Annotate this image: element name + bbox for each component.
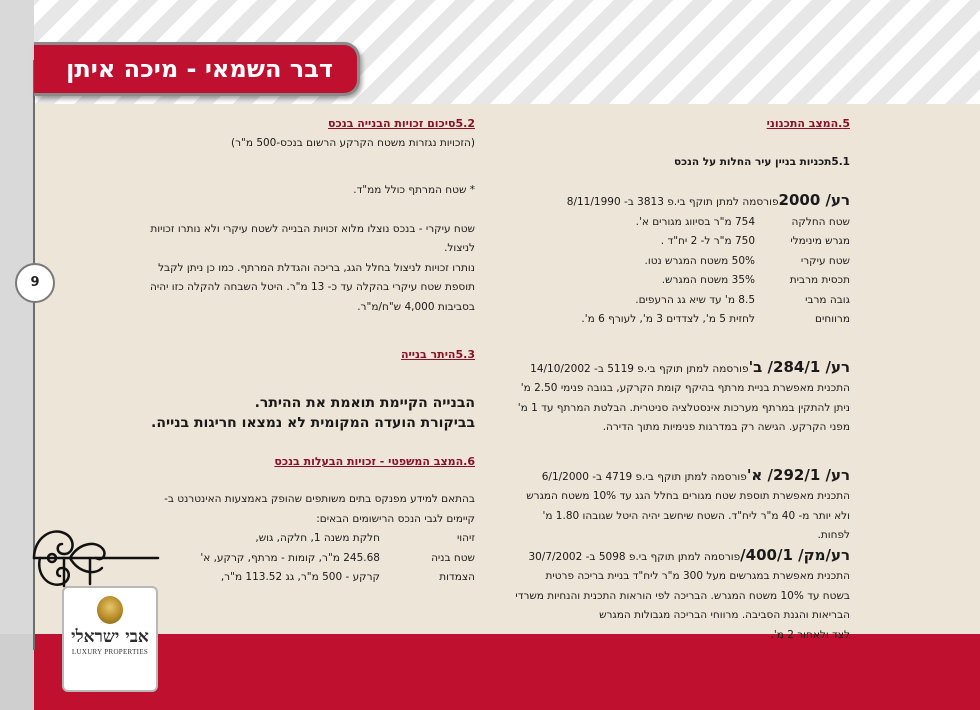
legal-row: זיהוי חלקת משנה 1, חלקה, גוש, [255, 532, 475, 544]
plan-3-code: רע/ 292/1/ א' [746, 465, 850, 484]
rights-line: בסביבות 4,000 ש"ח/מ"ר. [357, 300, 475, 313]
plan-3-line: ולא יותר מ- 40 מ"ר ליח"ד. השטח שיחשב יהיה היטל שגובהו 1.80 מ' לפחות. [542, 509, 850, 541]
plan-3-title [510, 466, 850, 488]
plan-4-code: רע/מק/ 400/1/ [740, 545, 850, 564]
page-number: 9 [15, 263, 55, 303]
permit-line: הבנייה הקיימת תואמת את ההיתר. [254, 394, 475, 411]
logo-name: אבי ישראלי [71, 627, 149, 647]
rights-line: שטח עיקרי - בנכס נוצלו מלוא זכויות הבנייה לשטח עיקרי ולא נותרו זכויות [150, 222, 475, 235]
title-banner [34, 42, 360, 96]
plan-4-line: הבריאות והגנת הסביבה. מרווחי הבריכה מגבולות המגרש [599, 609, 850, 621]
legal-intro-line: בהתאם למידע מפנקס בתים משותפים שהופק באמצעות האינטרנט ב- [164, 493, 475, 505]
section-6-heading: 6.המצב המשפטי - זכויות הבעלות בנכס [274, 454, 475, 468]
plan-4-line: התכנית מאפשרת במגרשים מעל 300 מ"ר ליח"ד בניית בריכה פרטית [545, 570, 850, 582]
plan-2-line: התכנית מאפשרת בניית מרתף בהיקף קומת הקרקע, בגובה פנימי 2.50 מ' [520, 382, 850, 394]
plan-1-row: מרווחים לחזית 5 מ', לצדדים 3 מ', לעורף 6 מ'. [581, 313, 850, 325]
rights-line: לניצול. [444, 242, 475, 254]
plan-4-desc: פורסמה למתן תוקף בי.פ 5098 ב- 30/7/2002 [528, 550, 741, 563]
plan-1-row: שטח החלקה 754 מ"ר בסיווג מגורים א'. [635, 215, 850, 228]
company-logo [62, 586, 158, 692]
legal-intro-line: קיימים לגבי הנכס הרישומים הבאים: [316, 512, 475, 525]
logo-tagline: LUXURY PROPERTIES [71, 648, 149, 656]
rights-line: תוספת שטח עיקרי בהקלה עד כ- 13 מ"ר. היטל השבחה להקלה כזו יהיה [150, 281, 475, 293]
plan-4-line: לצד ולאחור 2 מ'. [770, 628, 850, 641]
legal-row: שטח בניה 245.68 מ"ר, קומות - מרתף, קרקע, א' [200, 551, 475, 564]
footer-red-band [34, 634, 980, 710]
plan-1-desc: פורסמה למתן תוקף בי.פ 3813 ב- 8/11/1990 [566, 196, 779, 208]
plan-2-line: מפני הקרקע. הגישה רק במדרגות פנימיות מתוך הדירה. [602, 421, 850, 433]
section-5-3-heading: 5.3היתר בנייה [401, 348, 475, 361]
planning-column [510, 114, 850, 645]
plan-3-desc: פורסמה למתן תוקף בי.פ 4719 ב- 6/1/2000 [541, 470, 747, 483]
plan-1-title [510, 191, 850, 213]
rights-column [120, 114, 475, 588]
plan-1-row: שטח עיקרי 50% משטח המגרש נטו. [644, 254, 850, 267]
plan-2-title [510, 358, 850, 380]
crest-icon [97, 596, 123, 624]
plan-2-desc: פורסמה למתן תוקף בי.פ 5119 ב- 14/10/2002 [530, 362, 749, 375]
left-margin-band [0, 0, 34, 710]
plan-2-line: ניתן להתקין במרתף מערכות אינסטלציה סניטרית. הבלטת המרתף עד 1 מ' [517, 401, 850, 414]
plan-1-row: תכסית מרבית 35% משטח המגרש. [661, 274, 850, 286]
plan-1-code: רע/ 2000 [778, 191, 850, 209]
section-5-2-heading: 5.2סיכום זכויות הבנייה בנכס [328, 117, 475, 130]
plan-3-line: התכנית מאפשרת תוספת שטח מגורים בחלל הגג עד 10% משטח המגרש [526, 490, 850, 502]
plan-4-line: בשטח עד 10% משטח המגרש. הבריכה לפי הוראות התכנית והנחיות משרדי [515, 589, 850, 602]
plan-4-title [510, 546, 850, 568]
section-5-2-subtitle: (הזכויות נגזרות משטח הקרקע הרשום בנכס-500 מ"ר) [230, 136, 475, 149]
rights-line: נותרו זכויות לניצול בחלל הגג, בריכה והגדלת המרתף. כמו כן ניתן לקבל [158, 261, 475, 274]
section-5-heading: 5.המצב התכנוני [766, 117, 850, 130]
legal-row: הצמדות קרקע - 500 מ"ר, גג 113.52 מ"ר, [220, 571, 475, 583]
page-title: דבר השמאי - מיכה איתן [66, 55, 333, 83]
permit-line: בביקורת הועדה המקומית לא נמצאו חריגות בנייה. [151, 414, 475, 431]
plan-1-row: גובה מרבי 8.5 מ' עד שיא גג הרעפים. [635, 293, 850, 306]
basement-note: * שטח המרתף כולל ממ"ד. [353, 184, 475, 196]
plan-2-code: רע/ 284/1/ ב' [748, 357, 850, 376]
section-5-1-heading: 5.1תכניות בניין עיר החלות על הנכס [674, 155, 850, 168]
plan-1-row: מגרש מינימלי 750 מ"ר ל- 2 יח"ד . [660, 235, 850, 247]
